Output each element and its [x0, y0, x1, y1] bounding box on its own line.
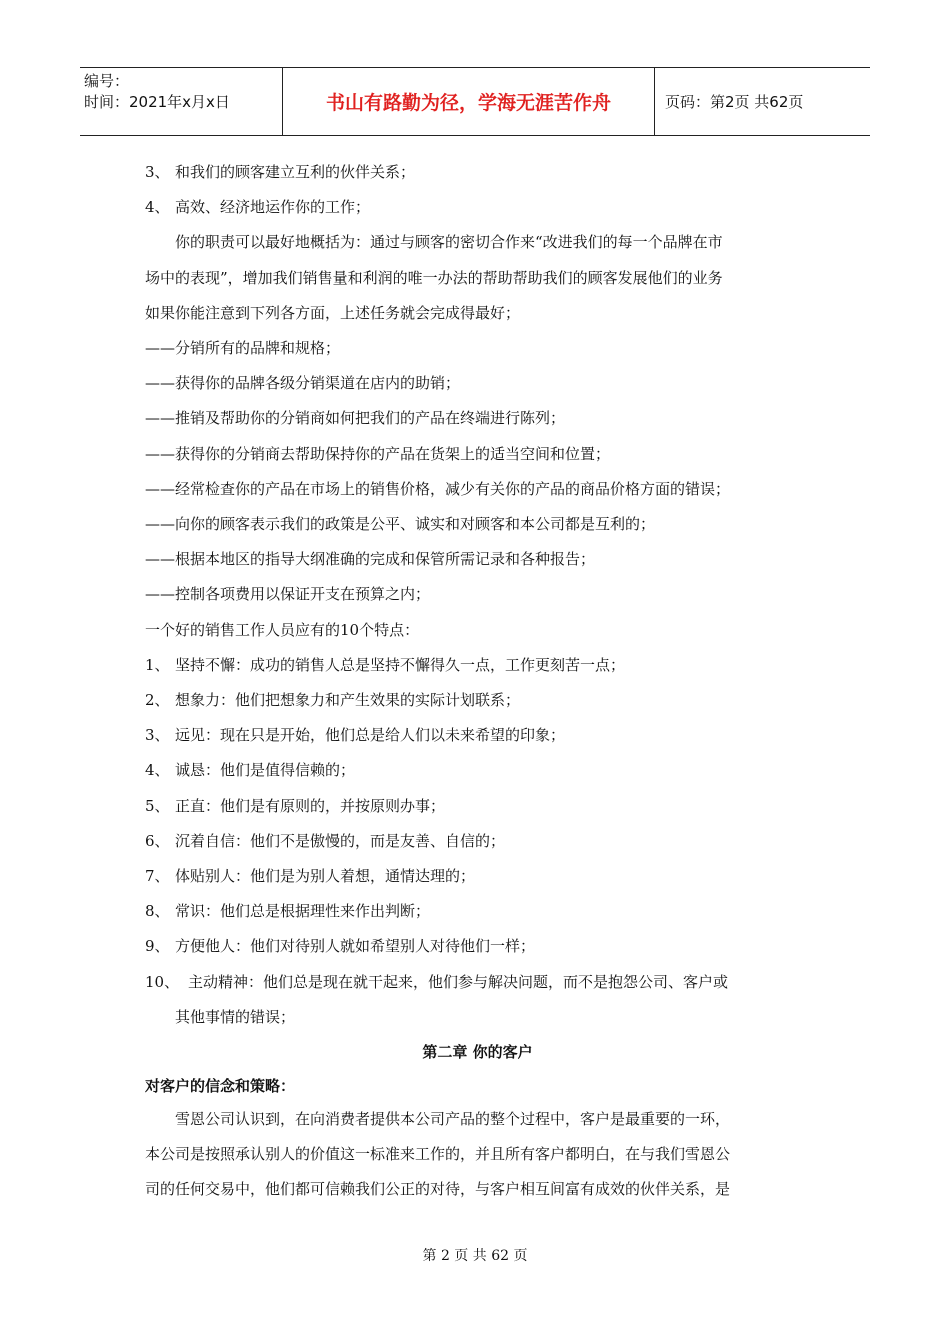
line-text: ——经常检查你的产品在市场上的销售价格，减少有关你的产品的商品价格方面的错误；	[145, 479, 731, 498]
page-footer: 第 2 页 共 62 页	[422, 1248, 528, 1264]
item-number: 4、	[145, 198, 170, 217]
paragraph-line: 司的任何交易中，他们都可信赖我们公正的对待，与客户相互间富有成效的伙伴关系，是	[145, 1180, 731, 1199]
line-text: 一个好的销售工作人员应有的10个特点：	[145, 620, 420, 639]
line-text: 诚恳：他们是值得信赖的；	[175, 761, 356, 780]
numbered-item	[145, 155, 810, 190]
line-text: 如果你能注意到下列各方面，上述任务就会完成得最好；	[145, 303, 521, 322]
text-line	[145, 261, 810, 296]
line-text: ——向你的顾客表示我们的政策是公平、诚实和对顾客和本公司都是互利的；	[145, 515, 656, 534]
item-number: 8、	[145, 902, 170, 921]
item-number: 3、	[145, 726, 170, 745]
paragraph-line: 雪恩公司认识到，在向消费者提供本公司产品的整个过程中，客户是最重要的一环，	[175, 1110, 731, 1129]
numbered-item	[145, 753, 810, 788]
line-text: ——分销所有的品牌和规格；	[145, 339, 341, 358]
line-text: 沉着自信：他们不是傲慢的，而是友善、自信的；	[175, 831, 506, 850]
text-line	[145, 296, 810, 331]
time-label: 时间：2021年x月x日	[84, 93, 230, 111]
line-text: 其他事情的错误；	[175, 1007, 296, 1026]
header-motto: 书山有路勤为径，学海无涯苦作舟	[283, 68, 655, 135]
document-body	[145, 155, 810, 1208]
text-line	[145, 577, 810, 612]
line-text: ——推销及帮助你的分销商如何把我们的产品在终端进行陈列；	[145, 409, 566, 428]
text-line	[145, 1000, 810, 1035]
numbered-item	[145, 894, 810, 929]
chapter-title: 第二章 你的客户	[422, 1043, 533, 1062]
paragraph-line: 本公司是按照承认别人的价值这一标准来工作的，并且所有客户都明白，在与我们雪恩公	[145, 1145, 731, 1164]
line-text: 场中的表现”，增加我们销售量和利润的唯一办法的帮助帮助我们的顾客发展他们的业务	[145, 268, 723, 287]
item-number: 3、	[145, 163, 170, 181]
numbered-item	[145, 929, 810, 964]
line-text: 主动精神：他们总是现在就干起来，他们参与解决问题，而不是抱怨公司、客户或	[188, 972, 729, 991]
line-text: 方便他人：他们对待别人就如希望别人对待他们一样；	[175, 937, 536, 956]
text-line	[145, 401, 810, 436]
numbered-item	[145, 859, 810, 894]
numbered-item	[145, 824, 810, 859]
text-line	[145, 542, 810, 577]
item-number: 4、	[145, 761, 170, 780]
line-text: ——获得你的品牌各级分销渠道在店内的助销；	[145, 374, 461, 393]
numbered-item	[145, 789, 810, 824]
header-meta	[80, 68, 283, 135]
numbered-item	[145, 648, 810, 683]
line-text: ——控制各项费用以保证开支在预算之内；	[145, 585, 431, 604]
numbered-item	[145, 190, 810, 225]
line-text: 坚持不懈：成功的销售人总是坚持不懈得久一点，工作更刻苦一点；	[175, 655, 626, 674]
item-number: 9、	[145, 937, 170, 956]
item-number: 5、	[145, 796, 170, 815]
number-label: 编号：	[84, 72, 130, 90]
numbered-item	[145, 965, 810, 1000]
item-number: 2、	[145, 691, 170, 710]
item-number: 6、	[145, 831, 170, 850]
line-text: 想象力：他们把想象力和产生效果的实际计划联系；	[175, 691, 521, 710]
text-line	[145, 507, 810, 542]
line-text: 体贴别人：他们是为别人着想，通情达理的；	[175, 867, 476, 886]
text-line	[145, 331, 810, 366]
line-text: ——获得你的分销商去帮助保持你的产品在货架上的适当空间和位置；	[145, 444, 611, 463]
line-text: 远见：现在只是开始，他们总是给人们以未来希望的印象；	[175, 726, 566, 745]
text-line	[145, 437, 810, 472]
page-header	[80, 67, 870, 136]
line-text: 高效、经济地运作你的工作；	[175, 198, 371, 217]
text-line	[145, 366, 810, 401]
section-title: 对客户的信念和策略：	[145, 1077, 296, 1096]
item-number: 10、	[145, 972, 180, 991]
line-text: 你的职责可以最好地概括为：通过与顾客的密切合作来“改进我们的每一个品牌在市	[175, 233, 723, 252]
item-number: 7、	[145, 867, 170, 886]
text-line	[145, 472, 810, 507]
line-text: ——根据本地区的指导大纲准确的完成和保管所需记录和各种报告；	[145, 550, 596, 569]
line-text: 常识：他们总是根据理性来作出判断；	[175, 902, 431, 921]
line-text: 正直：他们是有原则的，并按原则办事；	[175, 796, 446, 815]
line-text: 和我们的顾客建立互利的伙伴关系；	[175, 163, 416, 181]
header-page-number: 页码：第2页 共62页	[665, 93, 804, 111]
item-number: 1、	[145, 655, 170, 674]
text-line	[145, 613, 810, 648]
text-line	[145, 225, 810, 260]
body-lines	[145, 155, 810, 1035]
numbered-item	[145, 718, 810, 753]
numbered-item	[145, 683, 810, 718]
